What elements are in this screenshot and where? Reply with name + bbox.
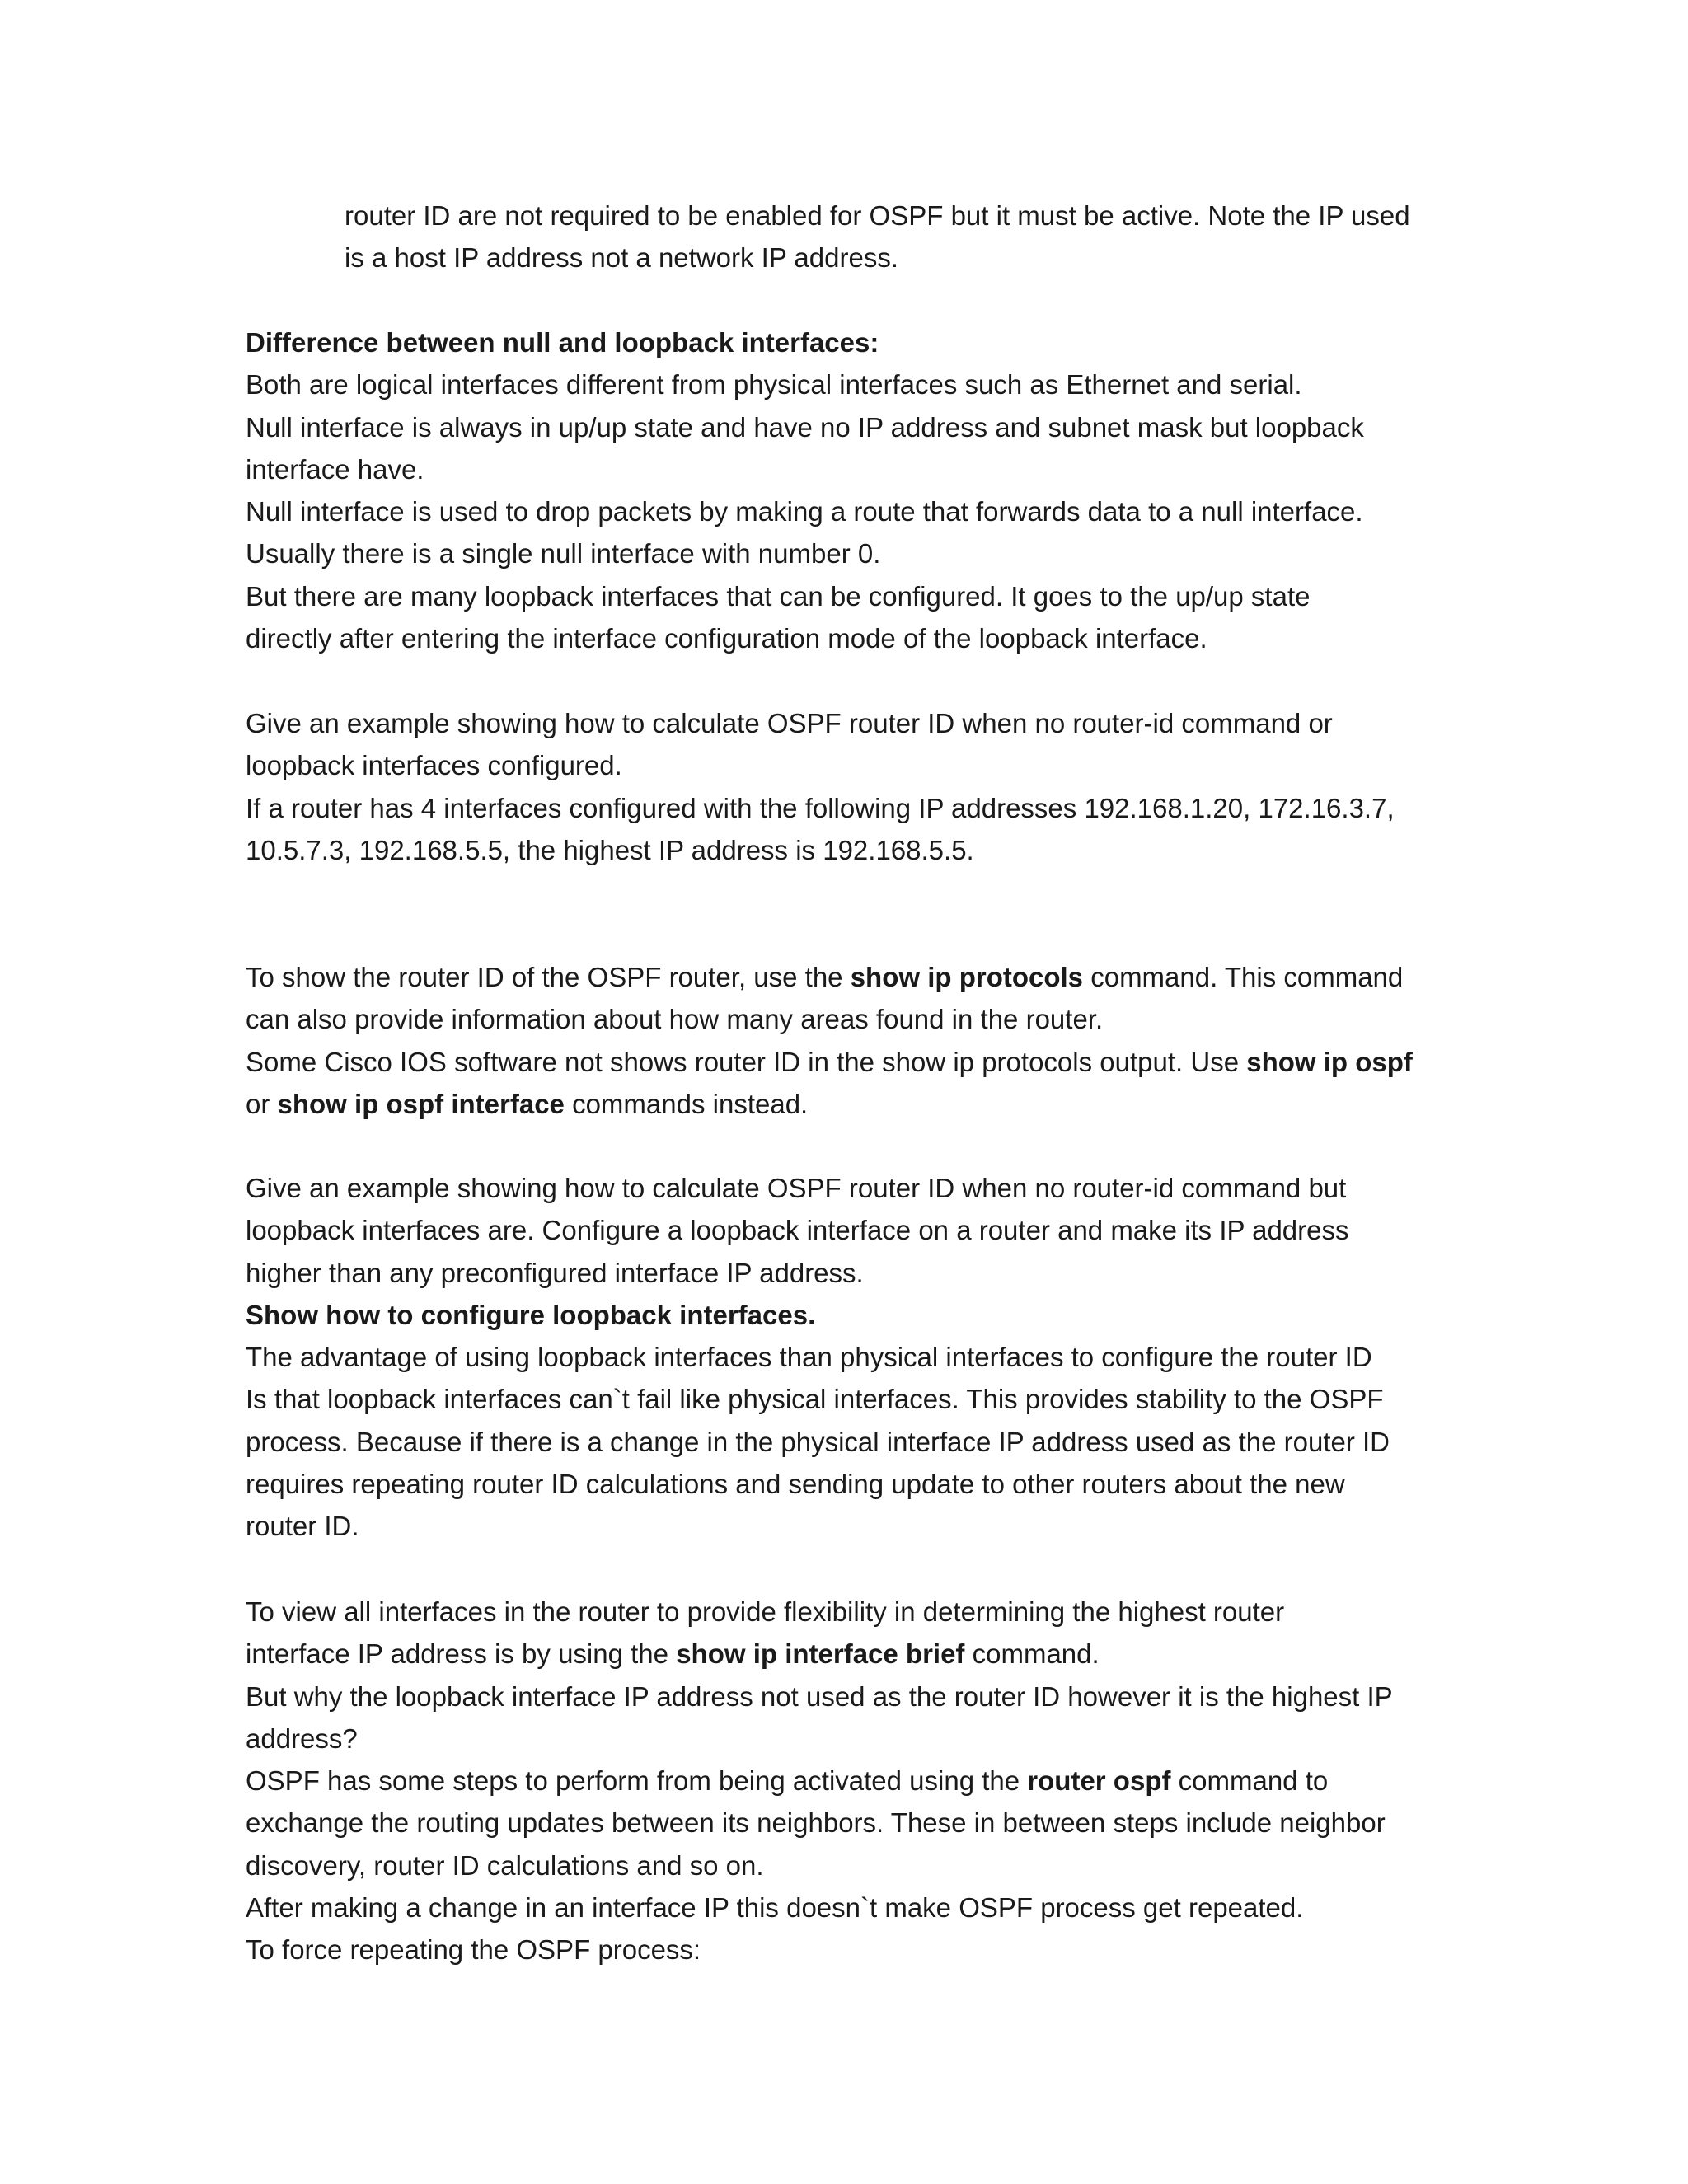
text-line: directly after entering the interface configuration mode of the loopback interface. xyxy=(246,623,1207,654)
command-show-ip-ospf: show ip ospf xyxy=(1246,1046,1413,1077)
example-loopback-section xyxy=(246,1167,1449,1548)
command-show-ip-interface-brief: show ip interface brief xyxy=(676,1638,965,1670)
view-interfaces-section xyxy=(246,1591,1449,1971)
text-line: process. Because if there is a change in the physical interface IP address used as the router ID xyxy=(246,1426,1390,1457)
text-run: command. xyxy=(964,1638,1100,1670)
text-line: is a host IP address not a network IP address. xyxy=(345,242,898,274)
text-run: or xyxy=(246,1088,278,1119)
text-line: router ID are not required to be enabled for OSPF but it must be active. Note the IP used xyxy=(345,200,1410,231)
text-line: Both are logical interfaces different from physical interfaces such as Ethernet and serial. xyxy=(246,369,1302,401)
text-line: After making a change in an interface IP this doesn`t make OSPF process get repeated. xyxy=(246,1892,1304,1924)
text-line: 10.5.7.3, 192.168.5.5, the highest IP address is 192.168.5.5. xyxy=(246,834,974,865)
text-line: Null interface is used to drop packets by making a route that forwards data to a null interface. xyxy=(246,496,1363,527)
text-line: Null interface is always in up/up state and have no IP address and subnet mask but loopback xyxy=(246,411,1364,443)
text-line: If a router has 4 interfaces configured with the following IP addresses 192.168.1.20, 172.16.3.7, xyxy=(246,792,1395,823)
text-line: Usually there is a single null interface with number 0. xyxy=(246,538,881,569)
text-line: Give an example showing how to calculate OSPF router ID when no router-id command or xyxy=(246,708,1333,738)
text-line xyxy=(246,956,1449,998)
example-no-loopback-section xyxy=(246,702,1449,871)
subheading-configure-loopback: Show how to configure loopback interfaces. xyxy=(246,1299,816,1330)
text-line: router ID. xyxy=(246,1511,359,1542)
text-line: The advantage of using loopback interfaces than physical interfaces to configure the router ID xyxy=(246,1342,1372,1373)
text-run: command. This command xyxy=(1083,962,1404,992)
text-run: To show the router ID of the OSPF router, use the xyxy=(246,962,851,992)
text-line xyxy=(246,1041,1449,1083)
text-line: To force repeating the OSPF process: xyxy=(246,1934,701,1966)
section-heading: Difference between null and loopback interfaces: xyxy=(246,327,879,358)
text-run: Some Cisco IOS software not shows router ID in the show ip protocols output. Use xyxy=(246,1046,1247,1077)
text-line: address? xyxy=(246,1722,358,1754)
text-run: commands instead. xyxy=(564,1088,809,1119)
text-line: loopback interfaces configured. xyxy=(246,750,622,781)
text-line: discovery, router ID calculations and so on. xyxy=(246,1849,764,1881)
text-line: interface have. xyxy=(246,453,424,485)
text-line: loopback interfaces are. Configure a loopback interface on a router and make its IP address xyxy=(246,1215,1349,1246)
command-show-ip-protocols: show ip protocols xyxy=(850,962,1084,992)
text-run: interface IP address is by using the xyxy=(246,1638,677,1670)
text-line xyxy=(246,1633,1449,1675)
show-router-id-section xyxy=(246,956,1449,1125)
text-line: But there are many loopback interfaces that can be configured. It goes to the up/up state xyxy=(246,580,1311,612)
command-show-ip-ospf-interface: show ip ospf interface xyxy=(277,1088,565,1119)
text-line: Is that loopback interfaces can`t fail like physical interfaces. This provides stability to the OSPF xyxy=(246,1384,1384,1415)
null-loopback-section xyxy=(246,321,1449,659)
text-line: Give an example showing how to calculate OSPF router ID when no router-id command but xyxy=(246,1173,1347,1203)
intro-paragraph xyxy=(345,194,1449,279)
text-line: But why the loopback interface IP address not used as the router ID however it is the highest IP xyxy=(246,1680,1393,1712)
text-line: To view all interfaces in the router to provide flexibility in determining the highest router xyxy=(246,1596,1285,1627)
command-router-ospf: router ospf xyxy=(1027,1765,1171,1797)
text-line: higher than any preconfigured interface IP address. xyxy=(246,1257,864,1288)
text-run: command to xyxy=(1170,1765,1329,1797)
text-line xyxy=(246,1083,1449,1125)
text-line: exchange the routing updates between its neighbors. These in between steps include neighbor xyxy=(246,1807,1386,1839)
text-line: can also provide information about how many areas found in the router. xyxy=(246,1004,1104,1035)
text-run: OSPF has some steps to perform from being activated using the xyxy=(246,1765,1028,1797)
text-line xyxy=(246,1760,1449,1802)
text-line: requires repeating router ID calculations and sending update to other routers about the new xyxy=(246,1469,1345,1500)
